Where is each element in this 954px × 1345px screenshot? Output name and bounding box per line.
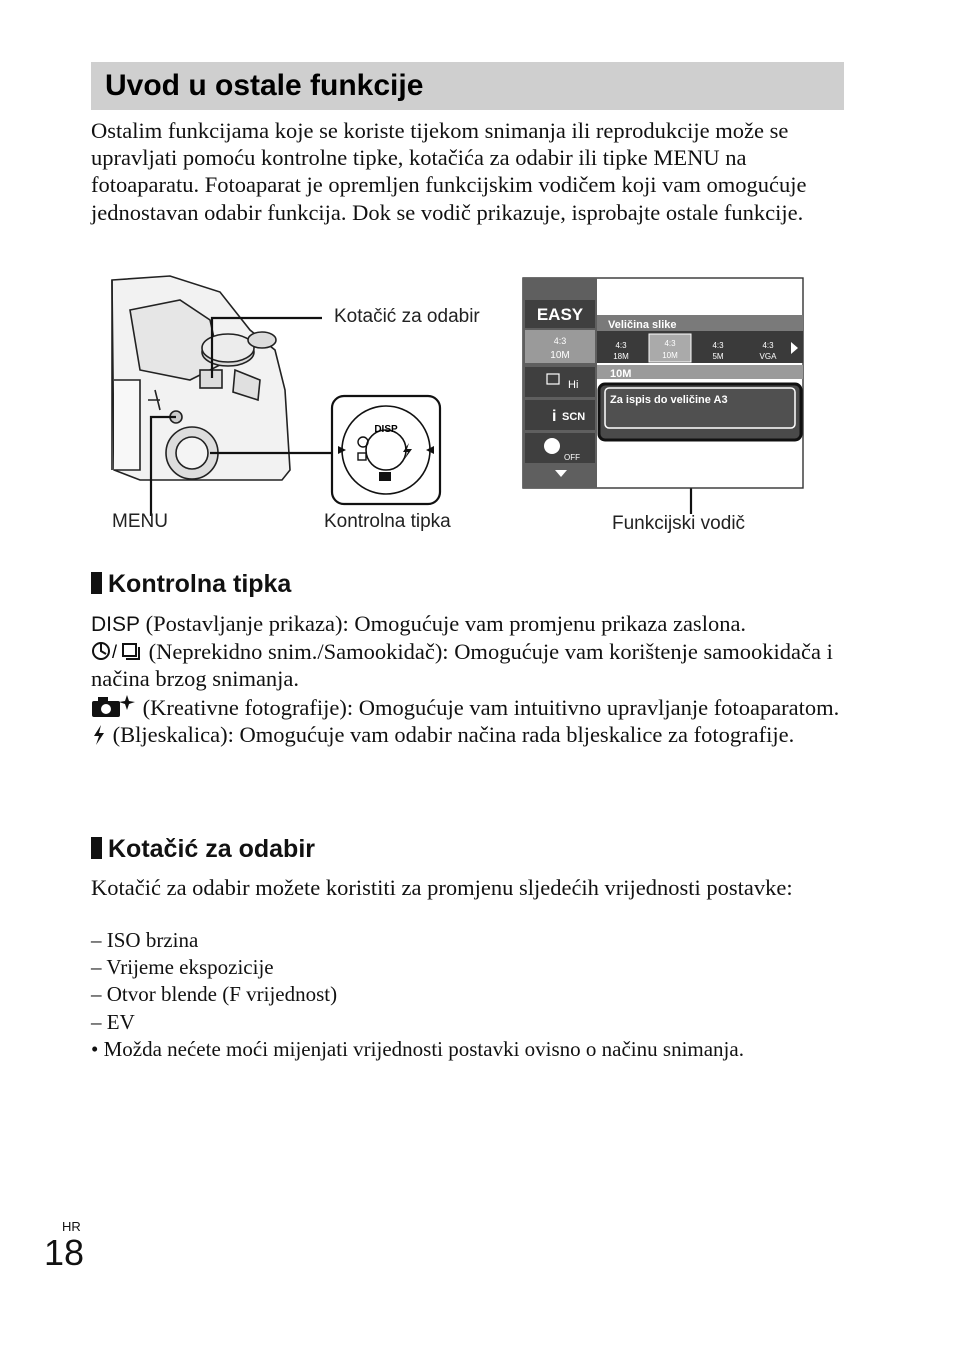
size-vga: VGA [759, 352, 777, 361]
creative-text: (Kreativne fotografije): Omogućuje vam intuitivno upravljanje fotoaparatom. [137, 694, 840, 720]
disp-text: (Postavljanje prikaza): Omogućuje vam promjenu prikaza zaslona. [140, 611, 747, 636]
square-bullet-icon [91, 837, 102, 859]
creative-icon [379, 472, 391, 481]
label-control: Kontrolna tipka [324, 511, 451, 532]
section-heading-control [91, 570, 291, 599]
size-18m: 18M [613, 352, 629, 361]
disp-label: DISP [91, 613, 141, 636]
scn-label: SCN [562, 411, 586, 423]
ratio-18m: 4:3 [615, 341, 627, 350]
iscn-i-icon: i [552, 408, 557, 425]
list-item: – EV [91, 1009, 135, 1034]
size-10m: 10M [662, 351, 678, 360]
camera-body [112, 276, 290, 480]
size-5m: 5M [712, 352, 724, 361]
page-language: HR [62, 1219, 81, 1234]
section2-heading-text: Kotačić za odabir [108, 835, 315, 863]
list-item: – ISO brzina [91, 928, 199, 952]
smile-icon [544, 438, 560, 454]
list-item: – Vrijeme ekspozicije [91, 955, 274, 980]
creative-line [91, 693, 861, 721]
camera-figure [100, 270, 820, 550]
control-disp-text: DISP [374, 424, 398, 435]
square-bullet-icon [91, 572, 102, 594]
control-description [91, 610, 861, 748]
easy-text: EASY [536, 305, 584, 324]
ratio-10m: 4:3 [664, 339, 676, 348]
hi-label: Hi [568, 379, 579, 391]
dial-settings-list [91, 927, 891, 1063]
drive-text: (Neprekidno snim./Samookidač): Omogućuje vam korištenje samookidača i načina brzog snimanja. [91, 639, 833, 692]
dial-description: Kotačić za odabir možete koristiti za promjenu sljedećih vrijednosti postavke: [91, 875, 793, 900]
note-item: • Možda nećete moći mijenjati vrijednosti postavki ovisno o načinu snimanja. [91, 1036, 744, 1061]
disp-line [91, 610, 861, 638]
guide-text: Za ispis do veličine A3 [610, 394, 728, 406]
flash-line [91, 721, 861, 748]
control-button-inset [332, 396, 440, 504]
list-item: – Otvor blende (F vrijednost) [91, 982, 338, 1007]
image-size-title: Veličina slike [608, 319, 677, 331]
ratio-5m: 4:3 [712, 341, 724, 350]
ratio-vga: 4:3 [762, 341, 774, 350]
label-menu: MENU [112, 511, 168, 532]
left-size-text: 10M [550, 350, 570, 361]
timer-burst-icon [91, 639, 143, 663]
page-title: Uvod u ostale funkcije [105, 69, 424, 102]
section1-heading-text: Kontrolna tipka [108, 570, 292, 598]
lcd-screen [523, 278, 803, 488]
flash-bolt-icon [91, 724, 107, 746]
off-label: OFF [564, 453, 580, 462]
page-number: 18 [44, 1232, 85, 1273]
label-guide: Funkcijski vodič [612, 513, 746, 534]
title-bar [91, 62, 844, 110]
label-dial: Kotačić za odabir [334, 306, 480, 327]
left-ratio-text: 4:3 [553, 336, 567, 346]
intro-paragraph: Ostalim funkcijama koje se koriste tijekom snimanja ili reprodukcije može se upravljati pomoću kontrolne tipke, kotačića za odabir ili tipke MENU na fotoaparatu. Fotoaparat je opremljen funkcijskim vodičem koji vam omogućuje jednostavan odabir funkcija. Dok se vodič prikazuje, isprobajte ostale funkcije. [91, 118, 807, 225]
flash-text: (Bljeskalica): Omogućuje vam odabir načina rada bljeskalice za fotografije. [107, 721, 795, 747]
section-heading-dial [91, 835, 315, 864]
current-size-text: 10M [610, 368, 632, 380]
creative-photo-icon [91, 693, 137, 719]
drive-line [91, 638, 861, 692]
svg-text:/: / [112, 642, 118, 663]
